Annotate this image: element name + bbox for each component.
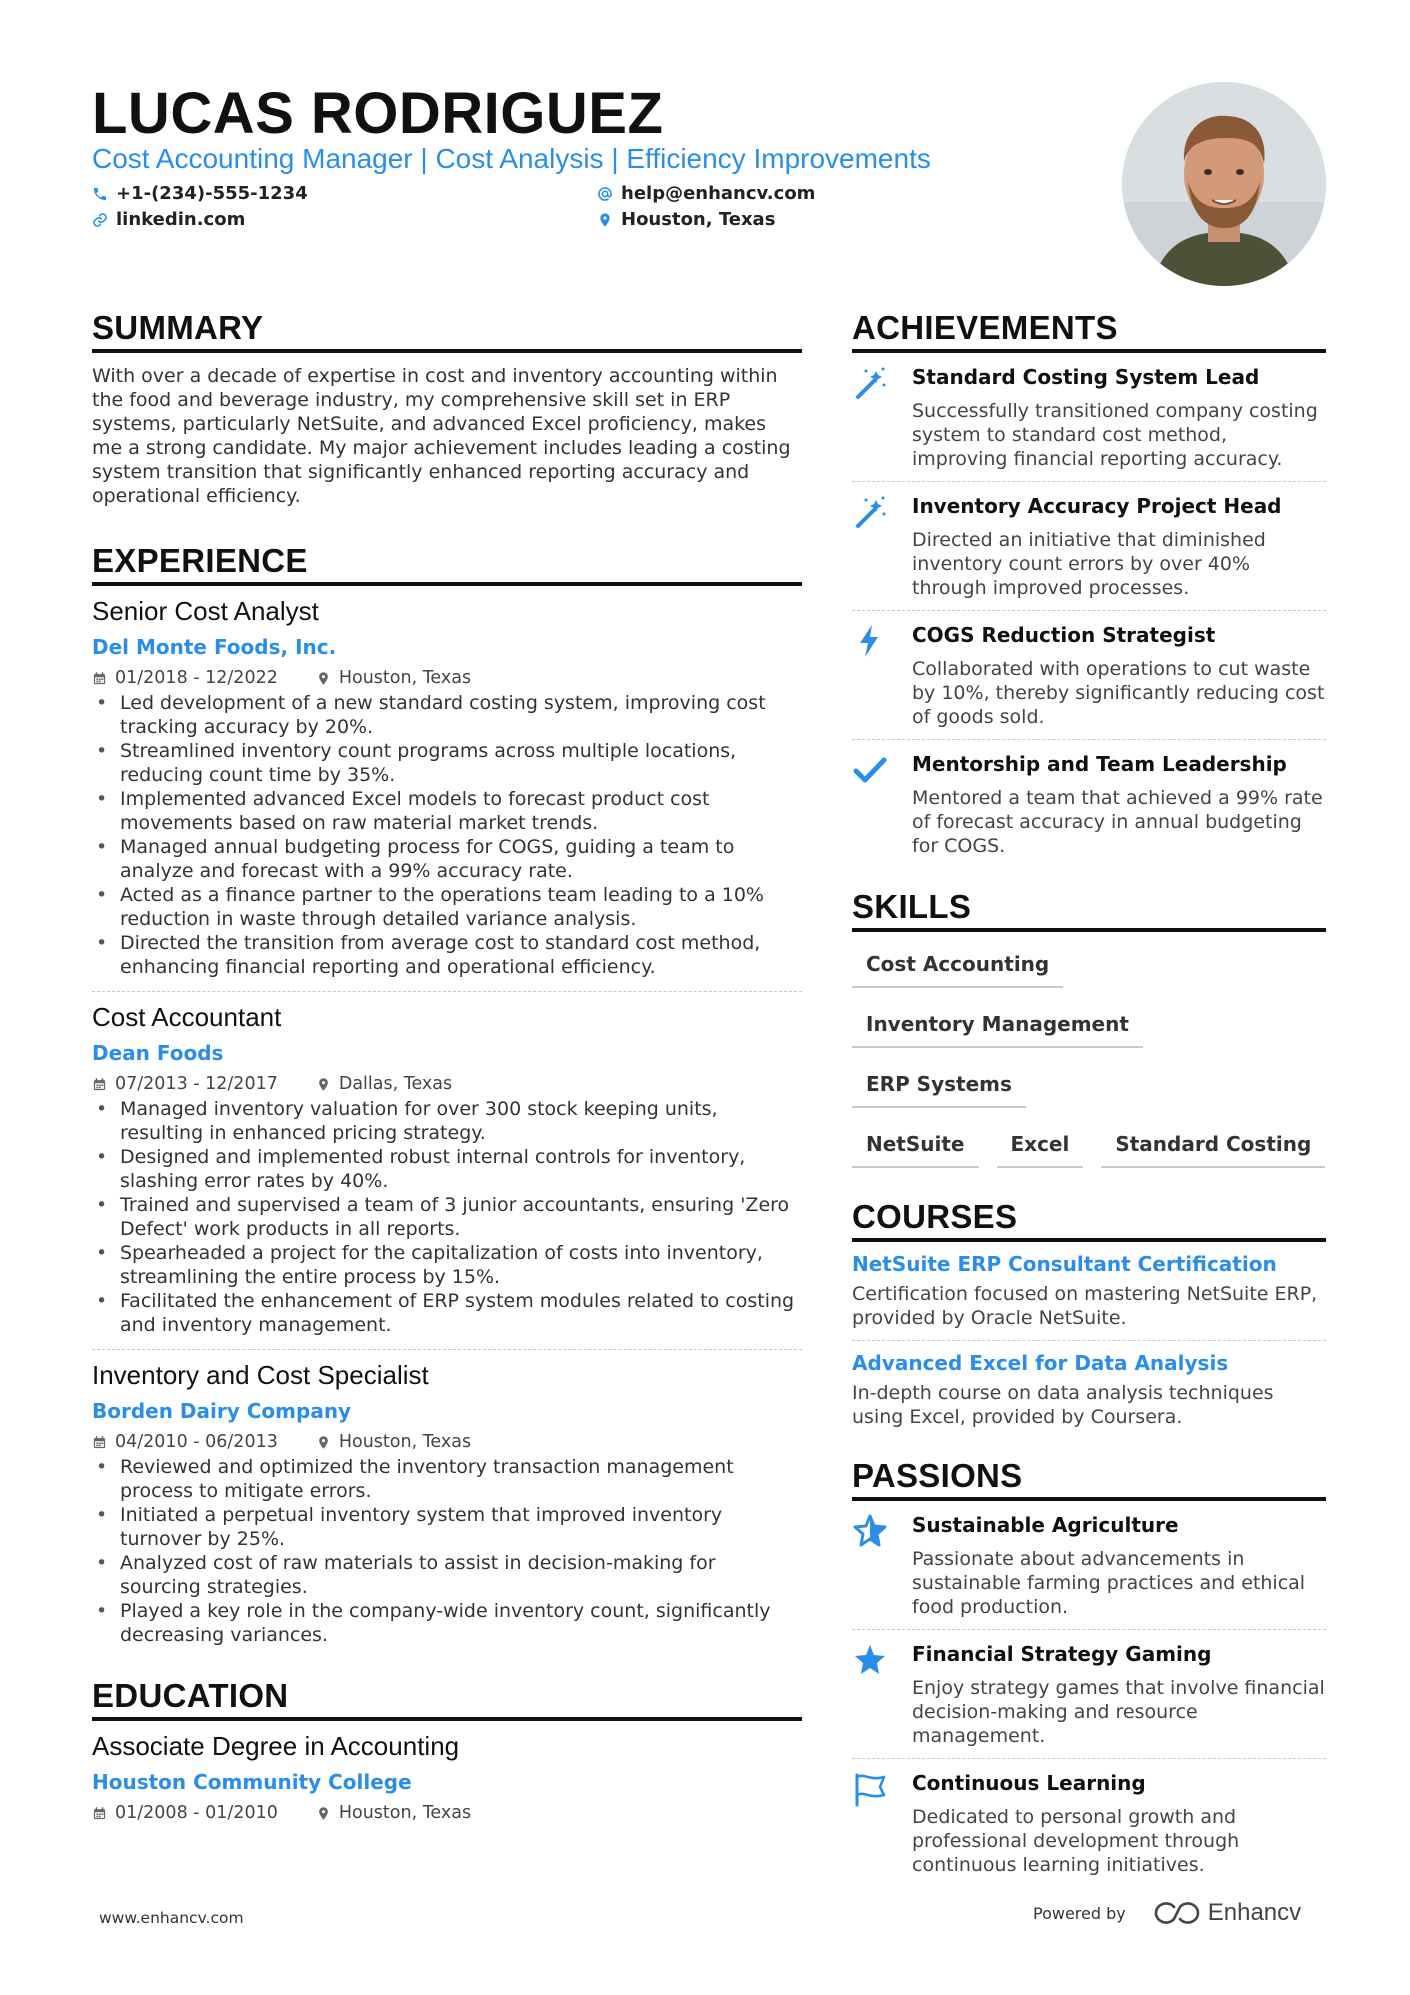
calendar-icon bbox=[92, 1077, 107, 1092]
achievement-title: COGS Reduction Strategist bbox=[912, 623, 1216, 647]
email-contact[interactable] bbox=[597, 183, 815, 204]
bullet-item: • Analyzed cost of raw materials to assist in decision-making for sourcing strategies. bbox=[92, 1551, 802, 1599]
skill-tag: Cost Accounting bbox=[852, 940, 1063, 988]
email-address[interactable]: help@enhancv.com bbox=[621, 183, 816, 204]
bullet-item: • Designed and implemented robust internal controls for inventory, slashing error rates by 40%. bbox=[92, 1145, 802, 1193]
location-text: Houston, Texas bbox=[621, 209, 776, 230]
job-dates: 04/2010 - 06/2013 bbox=[115, 1432, 278, 1452]
right-column bbox=[852, 300, 1326, 1885]
passion-title: Financial Strategy Gaming bbox=[912, 1642, 1212, 1666]
summary-heading: SUMMARY bbox=[92, 309, 802, 353]
skill-tag: ERP Systems bbox=[852, 1060, 1026, 1108]
linkedin-link[interactable]: linkedin.com bbox=[116, 209, 246, 230]
achievement-text: Directed an initiative that diminished inventory count errors by over 40% through improved processes. bbox=[912, 529, 1266, 599]
experience-entry bbox=[92, 1002, 802, 1350]
school-name: Houston Community College bbox=[92, 1770, 412, 1794]
job-meta bbox=[92, 1432, 802, 1452]
profile-photo bbox=[1122, 82, 1326, 286]
achievement-item bbox=[852, 611, 1326, 740]
course-text: Certification focused on mastering NetSuite ERP, provided by Oracle NetSuite. bbox=[852, 1283, 1318, 1329]
job-title: Senior Cost Analyst bbox=[92, 596, 319, 626]
experience-entry bbox=[92, 596, 802, 992]
bullet-item: • Trained and supervised a team of 3 junior accountants, ensuring 'Zero Defect' work products in all reports. bbox=[92, 1193, 802, 1241]
passion-title: Continuous Learning bbox=[912, 1771, 1146, 1795]
lightning-bolt-icon bbox=[852, 623, 888, 659]
enhancv-logo-icon bbox=[1154, 1901, 1200, 1925]
job-title: Cost Accountant bbox=[92, 1002, 282, 1032]
company-name: Del Monte Foods, Inc. bbox=[92, 635, 337, 659]
location-pin-icon bbox=[316, 1435, 331, 1450]
course-item bbox=[852, 1242, 1326, 1341]
achievement-item bbox=[852, 482, 1326, 611]
bullet-item: • Initiated a perpetual inventory system that improved inventory turnover by 25%. bbox=[92, 1503, 802, 1551]
passion-item bbox=[852, 1759, 1326, 1885]
location-pin-icon bbox=[316, 1077, 331, 1092]
job-location: Houston, Texas bbox=[338, 1432, 472, 1452]
education-location: Houston, Texas bbox=[338, 1803, 472, 1823]
brand-name: Enhancv bbox=[1207, 1899, 1302, 1926]
phone-icon bbox=[92, 186, 108, 202]
star-icon bbox=[852, 1642, 888, 1678]
passion-item bbox=[852, 1501, 1326, 1630]
achievement-title: Inventory Accuracy Project Head bbox=[912, 494, 1282, 518]
bullet-item: • Spearheaded a project for the capitalization of costs into inventory, streamlining the entire process by 15%. bbox=[92, 1241, 802, 1289]
skill-tag: Standard Costing bbox=[1101, 1120, 1325, 1168]
achievement-text: Collaborated with operations to cut waste by 10%, thereby significantly reducing cost of goods sold. bbox=[912, 658, 1325, 728]
phone-number: +1-(234)-555-1234 bbox=[116, 183, 308, 204]
link-icon bbox=[92, 212, 108, 228]
course-title: Advanced Excel for Data Analysis bbox=[852, 1351, 1229, 1375]
education-heading: EDUCATION bbox=[92, 1677, 802, 1721]
bullet-item: • Led development of a new standard costing system, improving cost tracking accuracy by 20%. bbox=[92, 691, 802, 739]
company-name: Dean Foods bbox=[92, 1041, 224, 1065]
candidate-name: LUCAS RODRIGUEZ bbox=[92, 81, 664, 146]
achievement-text: Successfully transitioned company costing system to standard cost method, improving financial reporting accuracy. bbox=[912, 400, 1318, 470]
summary-text: With over a decade of expertise in cost and inventory accounting within the food and beverage industry, my comprehensive skill set in ERP systems, particularly NetSuite, and advanced Excel proficiency, makes me a strong candidate. My major achievement includes leading a costing system transition that significantly enhanced reporting accuracy and operational efficiency. bbox=[92, 365, 791, 507]
job-location: Dallas, Texas bbox=[338, 1074, 453, 1094]
course-text: In-depth course on data analysis techniques using Excel, provided by Coursera. bbox=[852, 1382, 1274, 1428]
magic-wand-icon bbox=[852, 494, 888, 530]
star-outline-icon bbox=[852, 1513, 888, 1549]
bullet-item: • Played a key role in the company-wide inventory count, significantly decreasing variances. bbox=[92, 1599, 802, 1647]
bullet-item: • Managed annual budgeting process for COGS, guiding a team to analyze and forecast with a 99% accuracy rate. bbox=[92, 835, 802, 883]
skills-list bbox=[852, 940, 1326, 1180]
company-name: Borden Dairy Company bbox=[92, 1399, 352, 1423]
job-meta bbox=[92, 668, 802, 688]
calendar-icon bbox=[92, 1435, 107, 1450]
education-meta bbox=[92, 1803, 802, 1823]
skill-tag: Inventory Management bbox=[852, 1000, 1143, 1048]
magic-wand-icon bbox=[852, 365, 888, 401]
at-sign-icon bbox=[597, 186, 613, 202]
job-bullets bbox=[92, 1097, 802, 1337]
location-contact bbox=[597, 209, 775, 230]
bullet-item: • Streamlined inventory count programs across multiple locations, reducing count time by 35%. bbox=[92, 739, 802, 787]
job-bullets bbox=[92, 1455, 802, 1647]
footer-branding bbox=[1033, 1899, 1301, 1927]
degree-title: Associate Degree in Accounting bbox=[92, 1731, 460, 1761]
job-dates: 01/2018 - 12/2022 bbox=[115, 668, 278, 688]
flag-icon bbox=[852, 1771, 888, 1807]
location-pin-icon bbox=[597, 212, 613, 228]
experience-heading: EXPERIENCE bbox=[92, 542, 802, 586]
candidate-tagline: Cost Accounting Manager | Cost Analysis | Efficiency Improvements bbox=[92, 143, 931, 174]
bullet-item: • Managed inventory valuation for over 300 stock keeping units, resulting in enhanced pricing strategy. bbox=[92, 1097, 802, 1145]
job-meta bbox=[92, 1074, 802, 1094]
achievement-text: Mentored a team that achieved a 99% rate of forecast accuracy in annual budgeting for COGS. bbox=[912, 787, 1323, 857]
bullet-item: • Implemented advanced Excel models to forecast product cost movements based on raw material market trends. bbox=[92, 787, 802, 835]
job-dates: 07/2013 - 12/2017 bbox=[115, 1074, 278, 1094]
achievement-item bbox=[852, 740, 1326, 866]
location-pin-icon bbox=[316, 1806, 331, 1821]
passion-text: Passionate about advancements in sustainable farming practices and ethical food production. bbox=[912, 1548, 1306, 1618]
courses-heading: COURSES bbox=[852, 1198, 1326, 1242]
achievement-item bbox=[852, 353, 1326, 482]
skill-tag: NetSuite bbox=[852, 1120, 979, 1168]
left-column bbox=[92, 300, 802, 1823]
checkmark-icon bbox=[852, 752, 888, 788]
bullet-item: • Directed the transition from average cost to standard cost method, enhancing financial reporting and operational efficiency. bbox=[92, 931, 802, 979]
job-title: Inventory and Cost Specialist bbox=[92, 1360, 429, 1390]
brand-logo[interactable] bbox=[1154, 1899, 1301, 1927]
achievements-heading: ACHIEVEMENTS bbox=[852, 309, 1326, 353]
passion-title: Sustainable Agriculture bbox=[912, 1513, 1179, 1537]
achievement-title: Standard Costing System Lead bbox=[912, 365, 1260, 389]
skill-tag: Excel bbox=[997, 1120, 1084, 1168]
passion-item bbox=[852, 1630, 1326, 1759]
bullet-item: • Reviewed and optimized the inventory transaction management process to mitigate errors. bbox=[92, 1455, 802, 1503]
calendar-icon bbox=[92, 671, 107, 686]
passions-heading: PASSIONS bbox=[852, 1457, 1326, 1501]
education-dates: 01/2008 - 01/2010 bbox=[115, 1803, 278, 1823]
bullet-item: • Facilitated the enhancement of ERP system modules related to costing and inventory management. bbox=[92, 1289, 802, 1337]
experience-entry bbox=[92, 1360, 802, 1647]
location-pin-icon bbox=[316, 671, 331, 686]
course-title: NetSuite ERP Consultant Certification bbox=[852, 1252, 1277, 1276]
phone-contact bbox=[92, 183, 308, 204]
achievement-title: Mentorship and Team Leadership bbox=[912, 752, 1287, 776]
powered-by-label: Powered by bbox=[1033, 1903, 1126, 1923]
course-item bbox=[852, 1341, 1326, 1439]
passion-text: Dedicated to personal growth and professional development through continuous learning initiatives. bbox=[912, 1806, 1240, 1876]
job-location: Houston, Texas bbox=[338, 668, 472, 688]
skills-heading: SKILLS bbox=[852, 888, 1326, 932]
bullet-item: • Acted as a finance partner to the operations team leading to a 10% reduction in waste through detailed variance analysis. bbox=[92, 883, 802, 931]
job-bullets bbox=[92, 691, 802, 979]
passion-text: Enjoy strategy games that involve financial decision-making and resource management. bbox=[912, 1677, 1325, 1747]
calendar-icon bbox=[92, 1806, 107, 1821]
linkedin-contact[interactable] bbox=[92, 209, 245, 230]
footer-website[interactable]: www.enhancv.com bbox=[99, 1909, 244, 1927]
